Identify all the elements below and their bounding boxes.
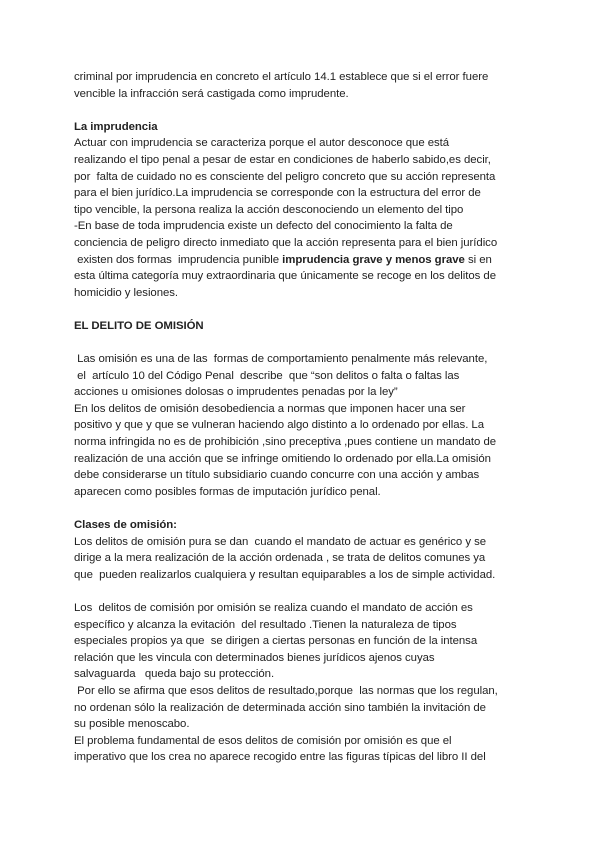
text-line: por falta de cuidado no es consciente del peligro concreto que su acción representa	[74, 170, 496, 183]
text-line: Las omisión es una de las formas de comportamiento penalmente más relevante,	[74, 353, 488, 366]
text-line: específico y alcanza la evitación del resultado .Tienen la naturaleza de tipos	[74, 618, 457, 631]
text-line: realización de una acción que se infringe omitiendo lo ordenado por ella.La omisión	[74, 452, 491, 465]
text-line-mixed	[74, 252, 534, 269]
text-line: norma infringida no es de prohibición ,sino preceptiva ,pues contiene un mandato de	[74, 436, 497, 449]
text-line: salvaguarda queda bajo su protección.	[74, 668, 275, 681]
text-line: acciones u omisiones dolosas o imprudentes penadas por la ley”	[74, 386, 398, 399]
text-line: Actuar con imprudencia se caracteriza porque el autor desconoce que está	[74, 137, 450, 150]
section-heading-delito-omision: EL DELITO DE OMISIÓN	[74, 319, 204, 332]
text-line: imperativo que los crea no aparece recogido entre las figuras típicas del libro II del	[74, 751, 486, 764]
text-line: dirige a la mera realización de la acción ordenada , se trata de delitos comunes ya	[74, 552, 486, 565]
text-line: aparecen como posibles formas de imputación jurídico penal.	[74, 485, 381, 498]
text-line: En los delitos de omisión desobediencia a normas que imponen hacer una ser	[74, 402, 466, 415]
text-line: realizando el tipo penal a pesar de estar en condiciones de haberlo sabido,es decir,	[74, 153, 491, 166]
text-line: no ordenan sólo la realización de determinada acción sino también la invitación de	[74, 701, 486, 714]
text-line: esta última categoría muy extraordinaria que únicamente se recoge en los delitos de	[74, 270, 496, 283]
blank-line	[74, 583, 534, 600]
text-line: vencible la infracción será castigada como imprudente.	[74, 87, 349, 100]
text-line: Los delitos de omisión pura se dan cuando el mandato de actuar es genérico y se	[74, 535, 487, 548]
blank-line	[74, 301, 534, 318]
text-line: homicidio y lesiones.	[74, 286, 179, 299]
section-heading-clases-omision: Clases de omisión:	[74, 519, 177, 532]
text-line: el artículo 10 del Código Penal describe que “son delitos o falta o faltas las	[74, 369, 460, 382]
text-line: El problema fundamental de esos delitos de comisión por omisión es que el	[74, 734, 452, 747]
text-line: conciencia de peligro directo inmediato que la acción representa para el bien jurídico	[74, 236, 498, 249]
blank-line	[74, 335, 534, 352]
text-line: -En base de toda imprudencia existe un defecto del conocimiento la falta de	[74, 220, 453, 233]
text-line: criminal por imprudencia en concreto el artículo 14.1 establece que si el error fuere	[74, 71, 489, 83]
blank-line	[74, 500, 534, 517]
text-line: tipo vencible, la persona realiza la acción desconociendo un elemento del tipo	[74, 203, 464, 216]
text-line: su posible menoscabo.	[74, 718, 190, 731]
bold-text-run: imprudencia grave y menos grave	[282, 253, 465, 266]
text-line: positivo y que y que se vulneran haciendo algo distinto a lo ordenado por ellas. La	[74, 419, 484, 432]
text-line: debe considerarse un título subsidiario cuando concurre con una acción y ambas	[74, 469, 480, 482]
text-line: especiales propios ya que se dirigen a ciertas personas en función de la intensa	[74, 635, 478, 648]
text-run: existen dos formas imprudencia punible	[74, 253, 283, 266]
section-heading-imprudencia: La imprudencia	[74, 120, 158, 133]
text-line: Los delitos de comisión por omisión se realiza cuando el mandato de acción es	[74, 602, 473, 614]
text-line: Por ello se afirma que esos delitos de resultado,porque las normas que los regulan,	[74, 684, 498, 697]
text-line: relación que les vincula con determinados bienes jurídicos ajenos cuyas	[74, 651, 435, 664]
document-page	[74, 69, 534, 766]
blank-line	[74, 102, 534, 119]
text-line: que pueden realizarlos cualquiera y resultan equiparables a los de simple actividad.	[74, 568, 496, 581]
text-run: si en	[464, 253, 492, 266]
text-line: para el bien jurídico.La imprudencia se corresponde con la estructura del error de	[74, 187, 481, 200]
